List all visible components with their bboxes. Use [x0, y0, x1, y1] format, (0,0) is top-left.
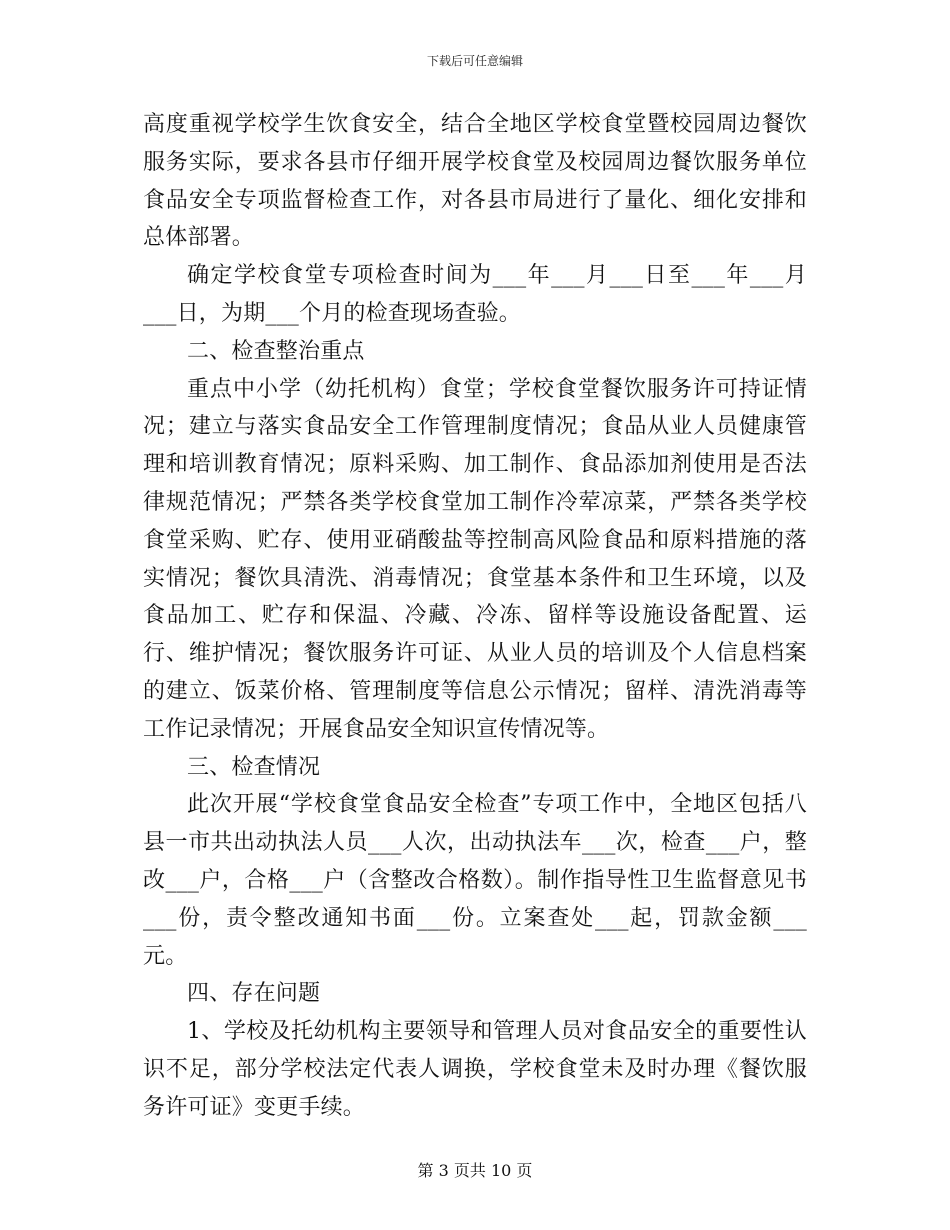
paragraph-inspection-period: 确定学校食堂专项检查时间为___年___月___日至___年___月___日，为期___个月的检查现场查验。 — [143, 263, 807, 326]
page-footer: 第 3 页共 10 页 — [417, 1161, 533, 1180]
document-body — [143, 106, 807, 1127]
section-heading-problems: 四、存在问题 — [187, 981, 321, 1007]
paragraph-intro: 高度重视学校学生饮食安全，结合全地区学校食堂暨校园周边餐饮服务实际，要求各县市仔细开展学校食堂及校园周边餐饮服务单位食品安全专项监督检查工作，对各县市局进行了量化、细化安排和总体部署。 — [143, 112, 807, 251]
section-heading-status: 三、检查情况 — [187, 754, 321, 780]
paragraph-focus: 重点中小学（幼托机构）食堂；学校食堂餐饮服务许可持证情况；建立与落实食品安全工作管理制度情况；食品从业人员健康管理和培训教育情况；原料采购、加工制作、食品添加剂使用是否法律规范情况；严禁各类学校食堂加工制作冷荤凉菜，严禁各类学校食堂采购、贮存、使用亚硝酸盐等控制高风险食品和原料措施的落实情况；餐饮具清洗、消毒情况；食堂基本条件和卫生环境，以及食品加工、贮存和保温、冷藏、冷冻、留样等设施设备配置、运行、维护情况；餐饮服务许可证、从业人员的培训及个人信息档案的建立、饭菜价格、管理制度等信息公示情况；留样、清洗消毒等工作记录情况；开展食品安全知识宣传情况等。 — [143, 376, 807, 742]
paragraph-problem-1: 1、学校及托幼机构主要领导和管理人员对食品安全的重要性认识不足，部分学校法定代表人调换，学校食堂未及时办理《餐饮服务许可证》变更手续。 — [143, 1019, 807, 1120]
paragraph-status: 此次开展“学校食堂食品安全检查”专项工作中，全地区包括八县一市共出动执法人员___人次，出动执法车___次，检查___户，整改___户，合格___户（含整改合格数）。制作指导性卫生监督意见书___份，责令整改通知书面___份。立案查处___起，罚款金额___元。 — [143, 792, 807, 969]
section-heading-focus: 二、检查整治重点 — [187, 338, 365, 364]
page-header: 下载后可任意编辑 — [426, 54, 523, 68]
